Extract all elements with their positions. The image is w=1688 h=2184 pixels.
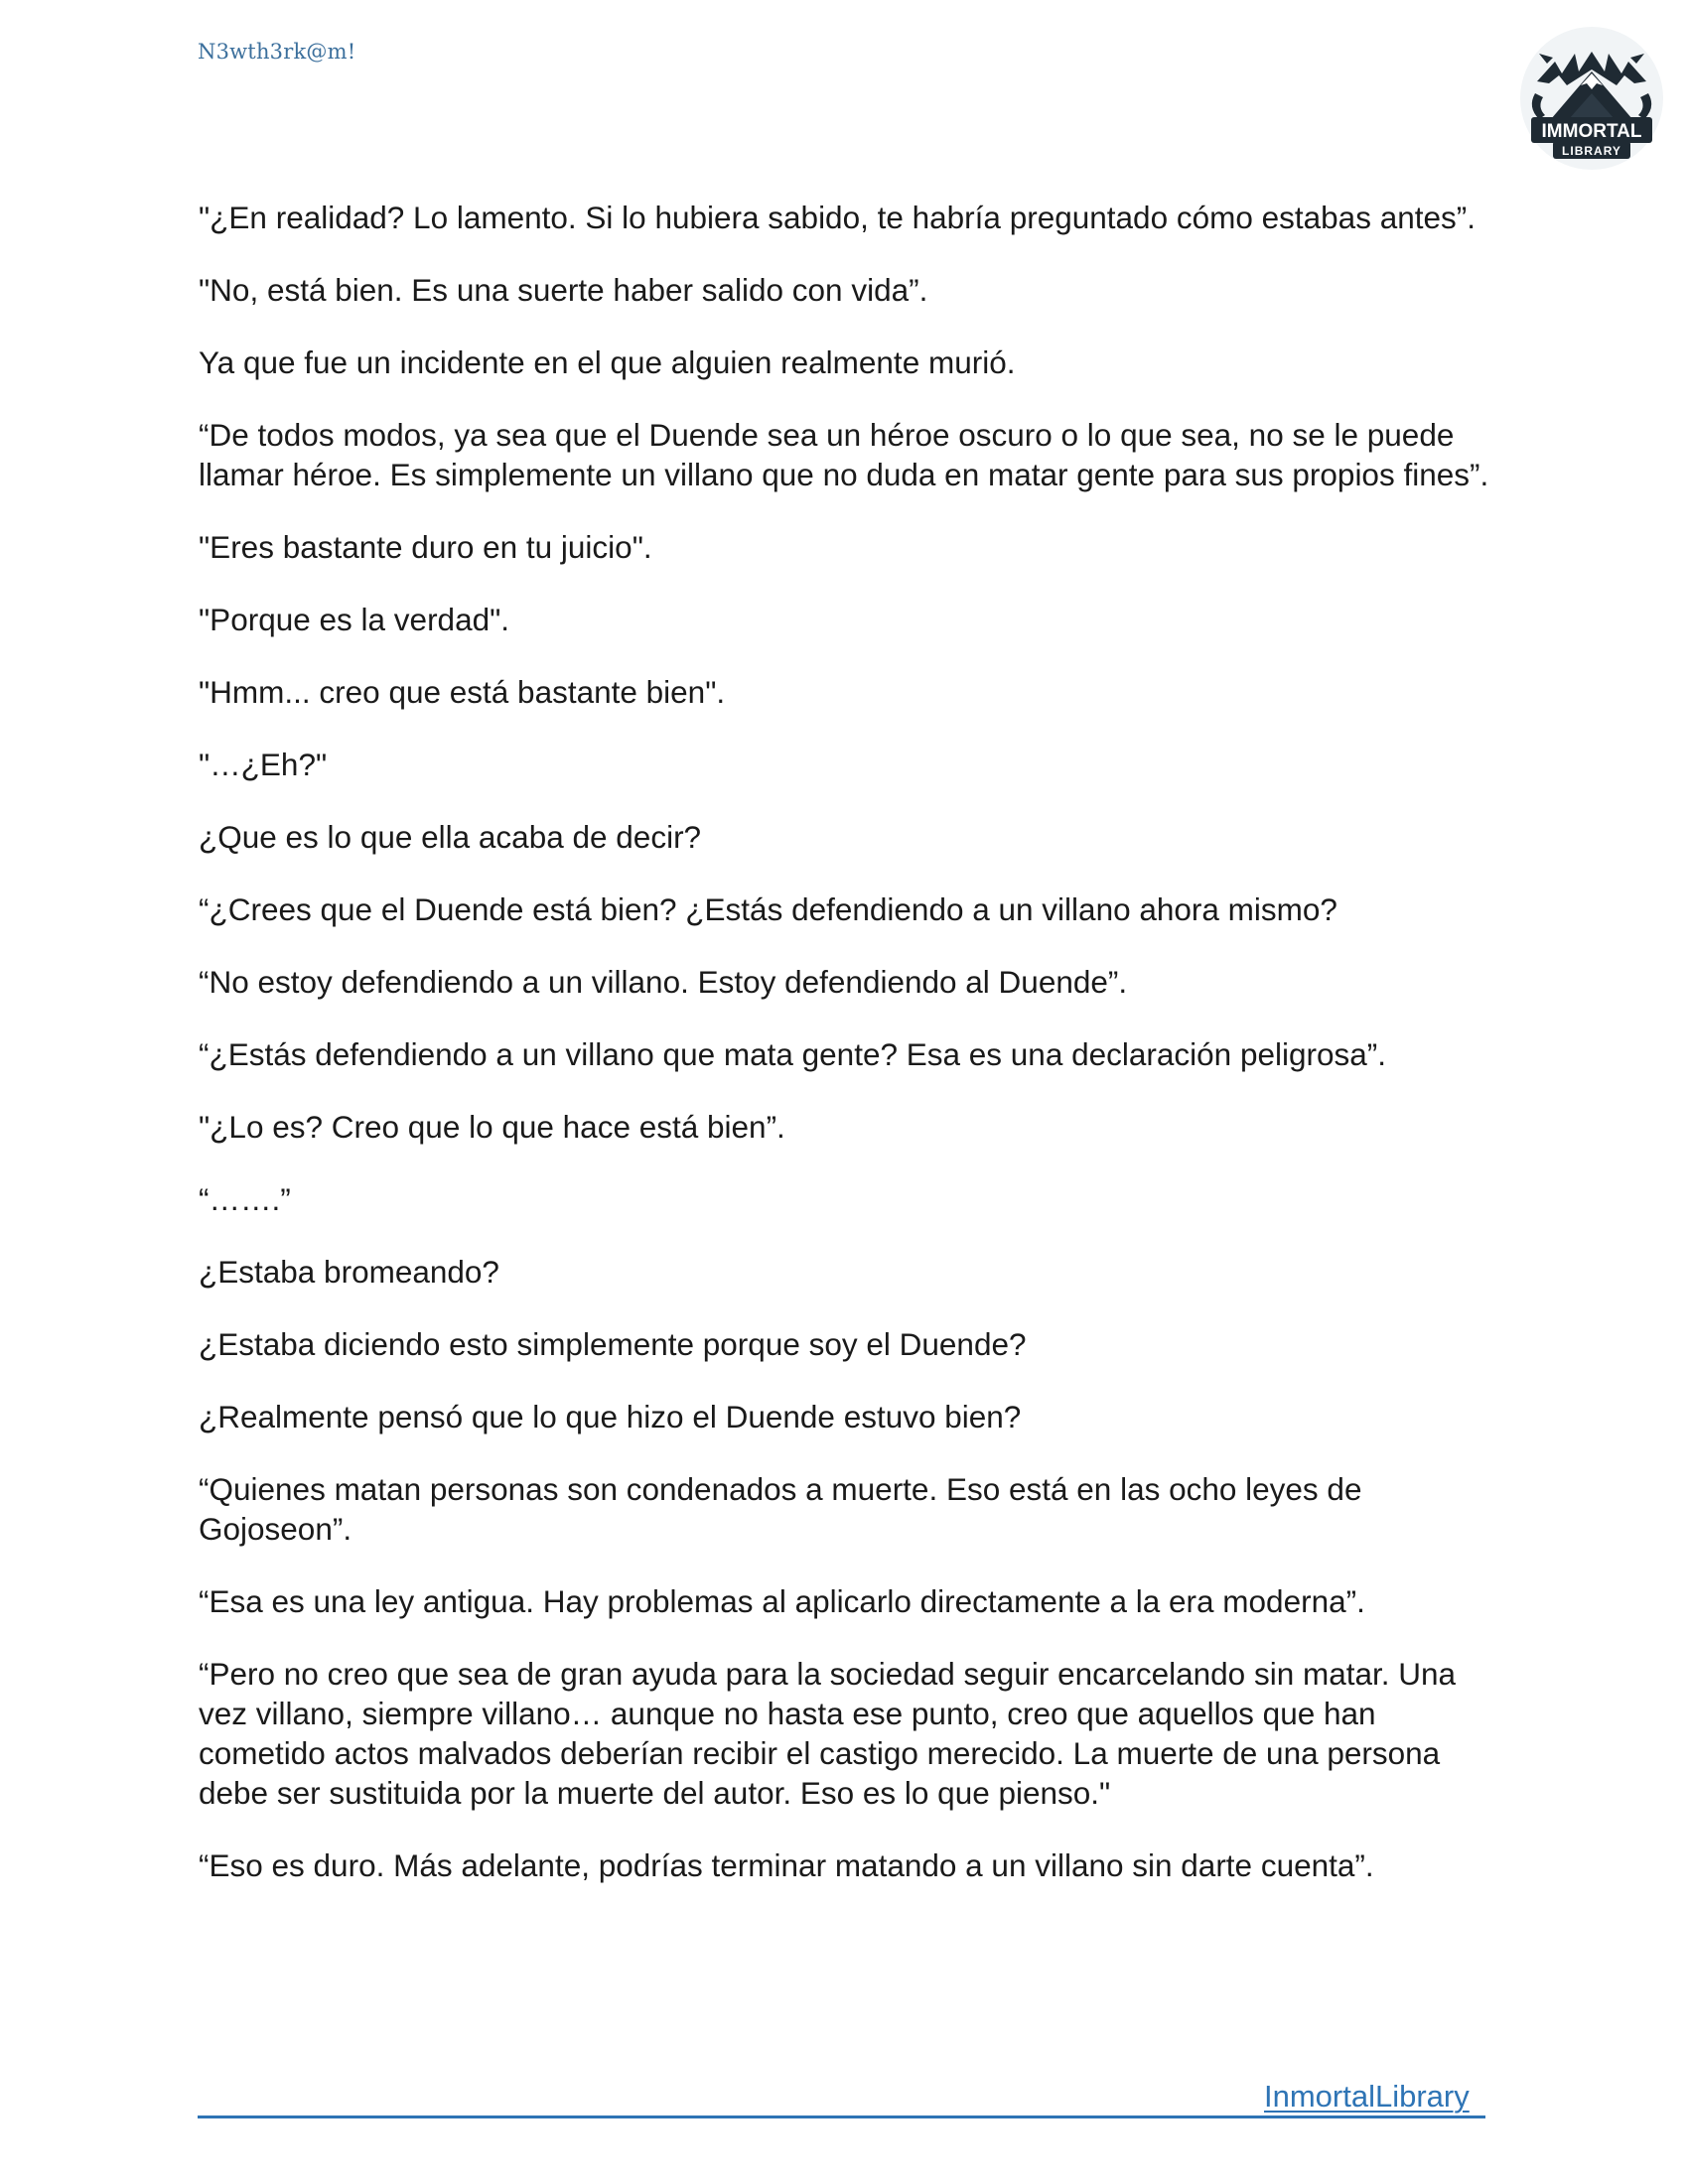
logo-emblem <box>1517 24 1666 173</box>
paragraph: "No, está bien. Es una suerte haber salido con vida”. <box>199 272 928 308</box>
paragraph: "¿En realidad? Lo lamento. Si lo hubiera sabido, te habría preguntado cómo estabas antes”. <box>199 200 1476 235</box>
paragraph: ¿Realmente pensó que lo que hizo el Duende estuvo bien? <box>199 1399 1022 1434</box>
paragraph: “Esa es una ley antigua. Hay problemas al aplicarlo directamente a la era moderna”. <box>199 1583 1365 1619</box>
header-watermark: N3wth3rk@m! <box>198 40 356 64</box>
page-body <box>199 198 1489 1918</box>
paragraph: "Eres bastante duro en tu juicio". <box>199 529 652 565</box>
paragraph: "Hmm... creo que está bastante bien". <box>199 674 726 710</box>
paragraph: "Porque es la verdad". <box>199 602 510 637</box>
paragraph: “¿Estás defendiendo a un villano que mata gente? Esa es una declaración peligrosa”. <box>199 1036 1387 1072</box>
paragraph: ¿Estaba bromeando? <box>199 1254 499 1290</box>
immortal-library-logo <box>1517 24 1666 173</box>
paragraph: ¿Estaba diciendo esto simplemente porque soy el Duende? <box>199 1326 1027 1362</box>
paragraph: “Eso es duro. Más adelante, podrías terminar matando a un villano sin darte cuenta”. <box>199 1847 1374 1883</box>
paragraph: "…¿Eh?" <box>199 747 328 782</box>
footer-divider <box>198 2116 1485 2118</box>
footer-link-inmortal-library[interactable]: InmortalLibrary <box>1264 2079 1470 2114</box>
paragraph: "¿Lo es? Creo que lo que hace está bien”. <box>199 1109 785 1145</box>
paragraph: “De todos modos, ya sea que el Duende sea un héroe oscuro o lo que sea, no se le puede llamar héroe. Es simplemente un villano que no duda en matar gente para sus propios fines”. <box>199 417 1489 492</box>
paragraph: “Quienes matan personas son condenados a muerte. Eso está en las ocho leyes de Gojoseon”. <box>199 1471 1362 1547</box>
paragraph: Ya que fue un incidente en el que alguien realmente murió. <box>199 344 1016 380</box>
paragraph: “¿Crees que el Duende está bien? ¿Estás defendiendo a un villano ahora mismo? <box>199 891 1337 927</box>
logo-text-line1: IMMORTAL <box>1541 121 1642 142</box>
logo-text-line2: LIBRARY <box>1562 144 1621 158</box>
paragraph: “Pero no creo que sea de gran ayuda para la sociedad seguir encarcelando sin matar. Una vez villano, siempre villano… aunque no hasta ese punto, creo que aquellos que han cometido actos malvados deberían recibir el castigo merecido. La muerte de una persona debe ser sustituida por la muerte del autor. Eso es lo que pienso." <box>199 1656 1457 1811</box>
paragraph: ¿Que es lo que ella acaba de decir? <box>199 819 702 855</box>
paragraph: “No estoy defendiendo a un villano. Estoy defendiendo al Duende”. <box>199 964 1128 1000</box>
paragraph: “…….” <box>199 1181 291 1217</box>
